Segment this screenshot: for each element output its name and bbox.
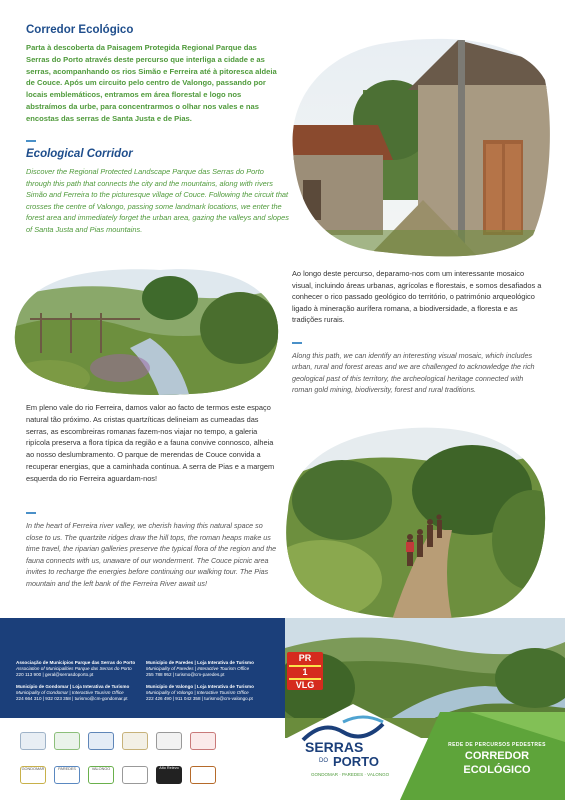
brand-name-small: DO xyxy=(319,758,328,764)
contact-line: 224 664 310 | 932 023 358 | turismo@cm-gondomar.pt xyxy=(16,696,128,701)
divider-dash xyxy=(26,512,36,514)
english-title: Ecological Corridor xyxy=(26,148,133,160)
contact-line: 255 788 952 | turismo@cm-paredes.pt xyxy=(146,672,225,677)
divider-dash xyxy=(292,342,302,344)
stone-house-photo xyxy=(283,30,553,262)
partner-logo xyxy=(156,732,182,750)
network-small: REDE DE PERCURSOS PEDESTRES xyxy=(448,742,546,748)
ferreira-text-pt: Em pleno vale do rio Ferreira, damos valor ao facto de termos este espaço natural tão próximo. As cristas quartzíticas delineiam as cumeadas das serras, as escombreiras romanas fazem-nos viajar no tempo, a galeria ripícola preserva a flora típica da região e a fauna convive connosco, alheia ao nosso deslumbramento. O parque de merendas de Couce convida a recuperar energias, que a caminhada continua. A serra de Pias e a margem esquerda do rio Ferreira aguardam-nos! xyxy=(26,403,275,483)
contact-valongo xyxy=(146,684,276,702)
contact-association xyxy=(16,660,144,678)
contact-org-en: Association of Municipalities Parque das Serras do Porto xyxy=(16,666,132,671)
contact-paredes xyxy=(146,660,276,678)
contact-gondomar xyxy=(16,684,144,702)
portuguese-title: Corredor Ecológico xyxy=(26,24,134,36)
contact-org-en: Municipality of Valongo | Interactive Tourism Office xyxy=(146,690,249,695)
portuguese-intro-text: Parta à descoberta da Paisagem Protegida Regional Parque das Serras do Porto através deste percurso que interliga a cidade e as serras, acompanhando os rios Simão e Ferreira até à pitoresca aldeia de Couce. Após um circuito pelo centro de Valongo, passando por locais emblemáticos, entramos em área florestal e logo nos abstraímos da urbe, para concentrarmos o olhar nos vales e nas encostas das serras de Santa Justa e de Pias. xyxy=(26,43,277,123)
mosaic-text-pt: Ao longo deste percurso, deparamo-nos com um interessante mosaico visual, incluindo áreas urbanas, agrícolas e florestais, e somos desafiados a conhecer o rico passado geológico do território, o património arqueológico ligado à mineração aurífera romana, a biodiversidade, a floresta e as tradições rurais. xyxy=(292,269,542,325)
ferreira-text-en: In the heart of Ferreira river valley, we cherish having this natural space so close to us. The quartzite ridges draw the hill tops, the roman heaps make us time travel, the riparian galleries preserve the typical flora of the region and the fauna connects with us, unaware of our wonderment. The Couce picnic area invites to recharge the energies before continuing our walking tour. The Pias mountain and the left bank of the Ferreira River await us! xyxy=(26,521,277,588)
trail-code-badge xyxy=(287,652,323,690)
english-intro-text: Discover the Regional Protected Landscape Parque das Serras do Porto through this path that connects the city and the mountains, along with rivers Simão and Ferreira to the picturesque village of Couce. Following the circuit that crosses the centre of Valongo, passing some landmark locations, we enter the forest area and immediately forget the urban area, gazing the valleys and slopes of Santa Justa and Pias mountains. xyxy=(26,167,289,234)
partner-logo xyxy=(190,732,216,750)
mosaic-text-en: Along this path, we can identify an interesting visual mosaic, which includes urban, rural and forest areas and we are challenged to acknowledge the rich geological past of this territory, the archeological heritage connected with roman gold mining, biodiversity, forest and rural traditions. xyxy=(292,351,535,395)
partner-logos-row-2 xyxy=(20,766,224,784)
badge-line2: 1 xyxy=(302,666,308,677)
contact-org-en: Municipality of Paredes | Interactive Tourism Office xyxy=(146,666,250,671)
partner-logo xyxy=(190,766,216,784)
brand-tagline: GONDOMAR · PAREDES · VALONGO xyxy=(311,772,390,777)
hikers-photo xyxy=(282,420,552,620)
alto-relevo-logo: Alto Relevo xyxy=(156,766,182,784)
contact-org: Associação de Municípios Parque das Serras do Porto xyxy=(16,660,136,665)
badge-line1: PR xyxy=(298,653,312,663)
contact-org: Município de Paredes | Loja Interativa de Turismo xyxy=(146,660,254,665)
footer-logo-panel xyxy=(0,718,285,800)
network-line2: ECOLÓGICO xyxy=(463,764,531,776)
partner-logo xyxy=(20,732,46,750)
brand-name-line1: SERRAS xyxy=(305,739,364,755)
brand-name-line2: PORTO xyxy=(333,754,379,769)
river-valley-photo xyxy=(10,258,282,398)
partner-logo xyxy=(54,732,80,750)
contact-line: 222 426 490 | 911 042 358 | turismo@cm-valongo.pt xyxy=(146,696,253,701)
partner-logos-row-1 xyxy=(20,732,224,750)
contact-org: Município de Valongo | Loja Interativa de Turismo xyxy=(146,684,254,689)
partner-logo xyxy=(122,732,148,750)
contact-line: 220 113 900 | geral@serrasdoporto.pt xyxy=(16,672,94,677)
partner-logo xyxy=(122,766,148,784)
contact-org: Município de Gondomar | Loja Interativa de Turismo xyxy=(16,684,130,689)
divider-dash xyxy=(26,140,36,142)
gondomar-logo: GONDOMAR xyxy=(20,766,46,784)
network-label xyxy=(432,742,562,776)
partner-logo xyxy=(88,732,114,750)
contact-org-en: Municipality of Gondomar | Interactive Tourism Office xyxy=(16,690,124,695)
badge-line3: VLG xyxy=(295,680,315,691)
paredes-logo: PAREDES xyxy=(54,766,80,784)
valongo-logo: VALONGO xyxy=(88,766,114,784)
network-line1: CORREDOR xyxy=(464,750,530,762)
